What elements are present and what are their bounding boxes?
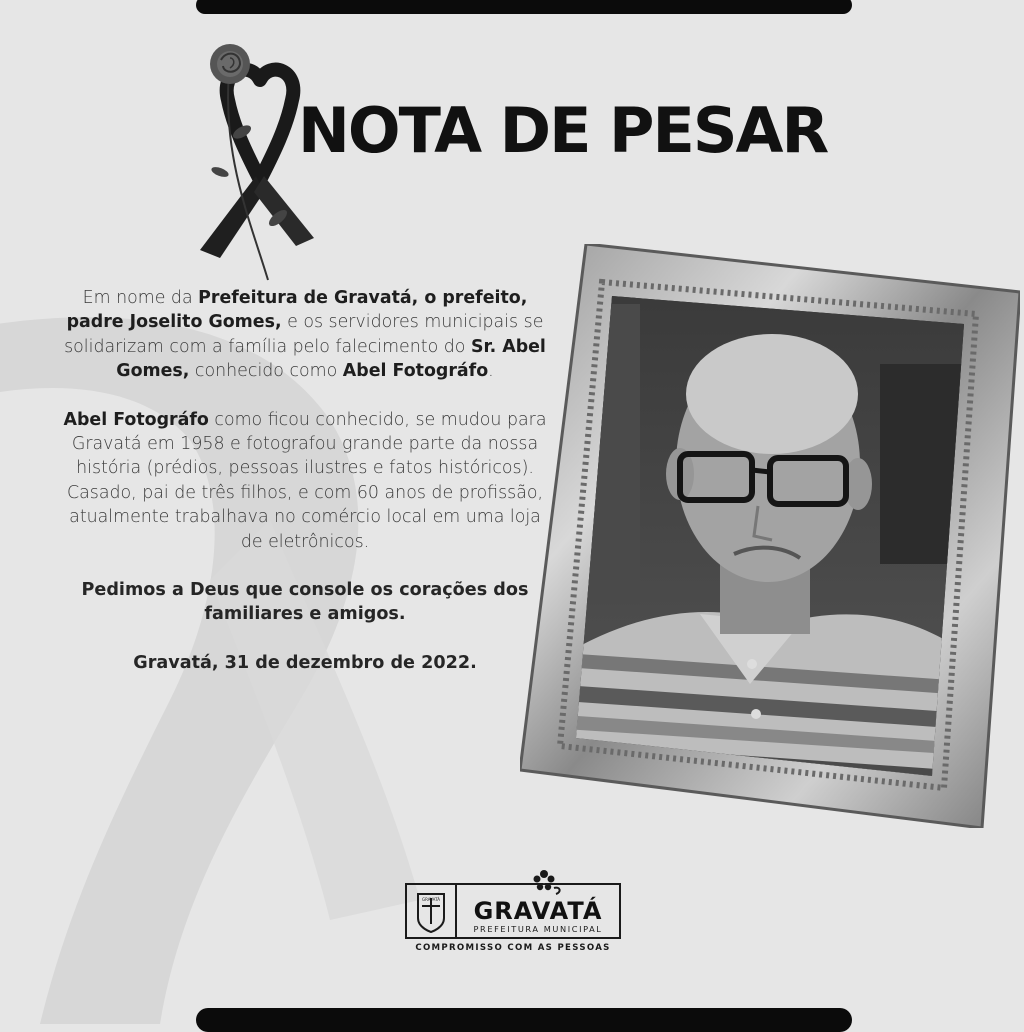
text-span: e os servidores municipais se solidarizam com a família pelo falecimento do [64,312,544,357]
text-span: conhecido como [189,361,343,382]
gravata-prefeitura-logo [404,866,622,956]
date-line: Gravatá, 31 de dezembro de 2022. [133,652,477,673]
bold-span: Sr. Abel Gomes, [116,336,546,382]
bold-span: Abel Fotográfo [342,361,489,382]
text-span: como ficou conhecido, se mudou para Gravatá em 1958 e fotografou grande parte da nossa história (prédios, pessoas ilustres e fatos históricos). Casado, pai de três filhos, e com 60 anos de profissão, atualmente trabalhava no comércio local em uma loja de eletrônicos. [66,409,547,552]
text-span: Em nome da [82,288,199,308]
paragraph-prayer: Pedimos a Deus que console os corações dos familiares e amigos. [81,580,529,625]
framed-portrait-photo [520,244,1020,828]
top-bar [196,0,852,14]
crest-label: GRAVATÁ [422,897,440,902]
logo-name: GRAVATÁ [473,897,603,925]
bold-span: Prefeitura de Gravatá, o prefeito, padre Joselito Gomes, [66,288,528,333]
paragraph-biography [60,408,550,554]
spacer [60,384,550,408]
text-span: . [488,361,494,382]
logo-slogan: COMPROMISSO COM AS PESSOAS [415,943,611,953]
page-title: NOTA DE PESAR [298,94,828,167]
spacer [60,554,550,578]
bold-span: Abel Fotográfo [63,409,209,430]
spacer [60,627,550,651]
condolence-text [60,286,550,675]
bottom-bar [196,1008,852,1032]
paragraph-announcement [60,286,550,384]
flower-icon [534,870,560,894]
logo-subtitle: PREFEITURA MUNICIPAL [473,924,603,934]
